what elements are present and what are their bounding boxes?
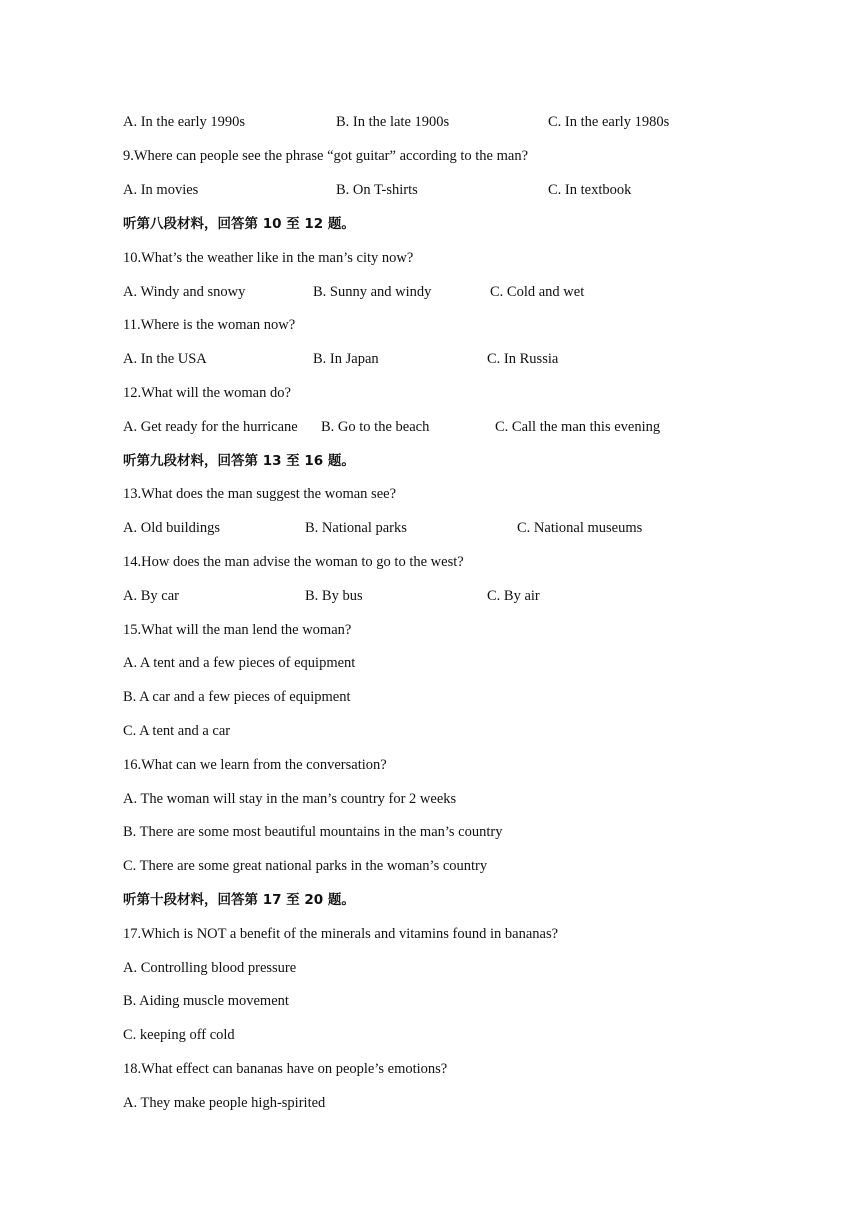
q17-option-b: B. Aiding muscle movement xyxy=(123,993,289,1009)
q17-option-c: C. keeping off cold xyxy=(123,1027,235,1043)
q11-option-b: B. In Japan xyxy=(313,351,379,367)
q11-option-a: A. In the USA xyxy=(123,351,207,367)
q13-option-a: A. Old buildings xyxy=(123,520,221,536)
q15-option-c: C. A tent and a car xyxy=(123,723,231,739)
q8-option-c: C. In the early 1980s xyxy=(548,114,670,130)
q10-option-c: C. Cold and wet xyxy=(490,284,585,300)
q9-option-c: C. In textbook xyxy=(548,182,632,198)
q15-option-a: A. A tent and a few pieces of equipment xyxy=(123,655,356,671)
q14-option-a: A. By car xyxy=(123,588,179,604)
q18-option-a: A. They make people high-spirited xyxy=(123,1095,326,1111)
q9-question: 9.Where can people see the phrase “got guitar” according to the man? xyxy=(123,148,529,164)
q17-question: 17.Which is NOT a benefit of the minerals and vitamins found in bananas? xyxy=(123,926,559,942)
q9-option-a: A. In movies xyxy=(123,182,199,198)
q17-option-a: A. Controlling blood pressure xyxy=(123,960,297,976)
q13-option-b: B. National parks xyxy=(305,520,407,536)
q15-question: 15.What will the man lend the woman? xyxy=(123,622,352,638)
q14-option-c: C. By air xyxy=(487,588,540,604)
q16-option-c: C. There are some great national parks in the woman’s country xyxy=(123,858,488,874)
q8-option-b: B. In the late 1900s xyxy=(336,114,450,130)
q14-question: 14.How does the man advise the woman to go to the west? xyxy=(123,554,464,570)
q13-option-c: C. National museums xyxy=(517,520,643,536)
q11-option-c: C. In Russia xyxy=(487,351,559,367)
q13-question: 13.What does the man suggest the woman see? xyxy=(123,486,397,502)
q12-question: 12.What will the woman do? xyxy=(123,385,291,401)
q11-question: 11.Where is the woman now? xyxy=(123,317,296,333)
section-heading-9: 听第九段材料，回答第 13 至 16 题。 xyxy=(123,453,355,469)
q10-question: 10.What’s the weather like in the man’s city now? xyxy=(123,250,414,266)
q12-option-c: C. Call the man this evening xyxy=(495,419,661,435)
q18-question: 18.What effect can bananas have on people’s emotions? xyxy=(123,1061,448,1077)
q8-option-a: A. In the early 1990s xyxy=(123,114,246,130)
q16-option-a: A. The woman will stay in the man’s country for 2 weeks xyxy=(123,791,457,807)
section-heading-10: 听第十段材料，回答第 17 至 20 题。 xyxy=(123,892,355,908)
q14-option-b: B. By bus xyxy=(305,588,363,604)
q15-option-b: B. A car and a few pieces of equipment xyxy=(123,689,351,705)
q9-option-b: B. On T-shirts xyxy=(336,182,418,198)
q16-option-b: B. There are some most beautiful mountains in the man’s country xyxy=(123,824,503,840)
q12-option-a: A. Get ready for the hurricane xyxy=(123,419,298,435)
q12-option-b: B. Go to the beach xyxy=(321,419,430,435)
q10-option-b: B. Sunny and windy xyxy=(313,284,432,300)
section-heading-8: 听第八段材料，回答第 10 至 12 题。 xyxy=(123,216,355,232)
q10-option-a: A. Windy and snowy xyxy=(123,284,246,300)
q16-question: 16.What can we learn from the conversation? xyxy=(123,757,387,773)
